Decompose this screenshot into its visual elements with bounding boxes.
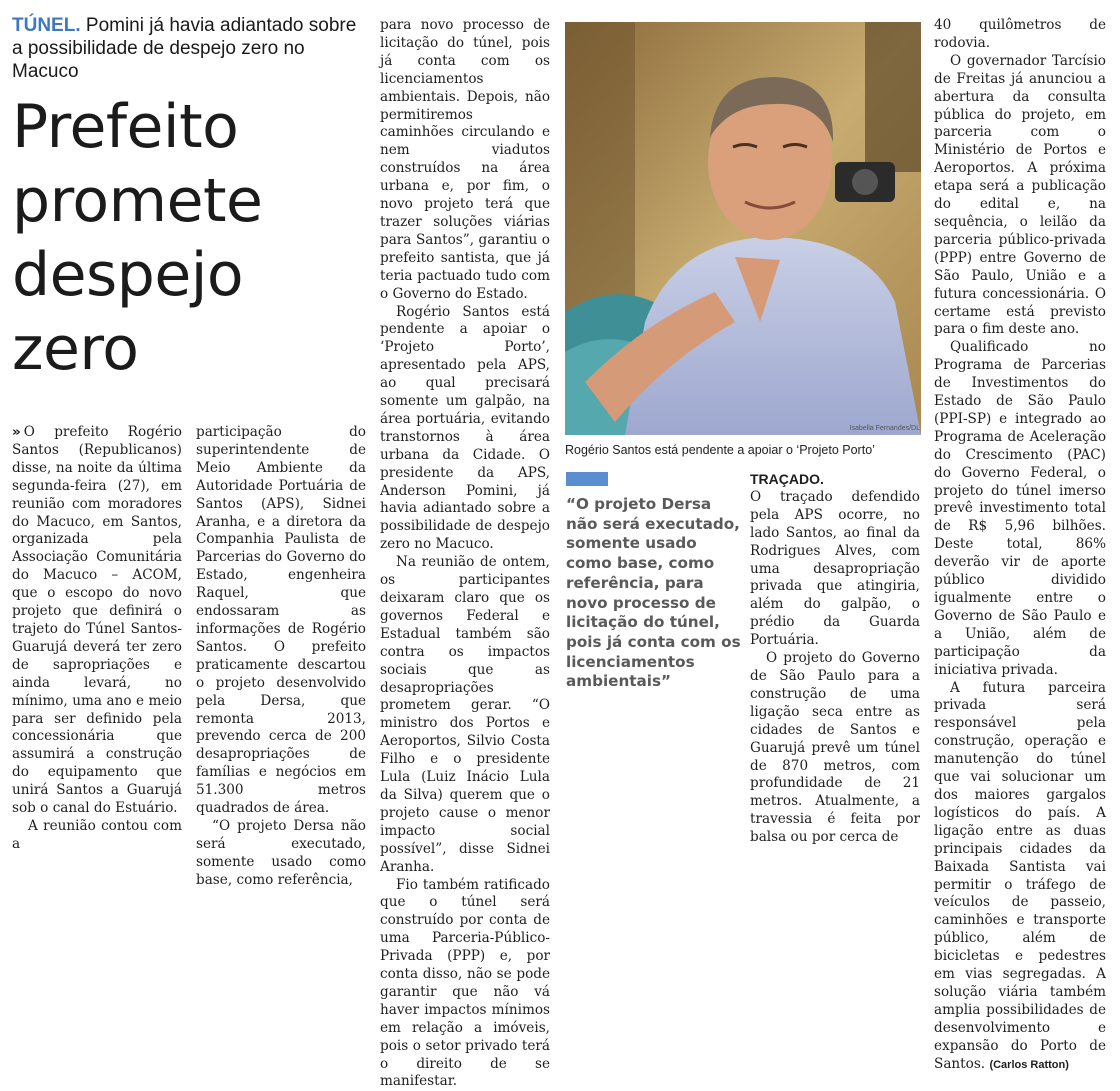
paragraph: Fio também ratificado que o túnel será construído por conta de uma Parceria-Público-Privada (PPP) e, por conta disso, não se pode garantir que não vá haver impactos mínimos em relação a imóveis, pois o setor privado terá o direito de se manifestar. <box>380 877 550 1091</box>
headline-line: Prefeito <box>12 90 362 164</box>
paragraph: “O projeto Dersa não será executado, somente usado como base, como referência, <box>196 818 366 890</box>
paragraph: participação do superintendente de Meio Ambiente da Autoridade Portuária de Santos (APS), Sidnei Aranha, e a diretora da Companhia Paulista de Parcerias do Governo do Estado, engenheira Raquel, que endossaram as informações de Rogério Santos. O prefeito praticamente descartou o projeto desenvolvido pela Dersa, que remonta 2013, prevendo cerca de 200 desapropriações de famílias e negócios em 51.300 metros quadrados de área. <box>196 424 366 818</box>
paragraph: A reunião contou com a <box>12 818 182 854</box>
kicker-text: Pomini já havia adiantado sobre a possibilidade de despejo zero no Macuco <box>12 15 356 82</box>
byline: (Carlos Ratton) <box>989 1059 1068 1071</box>
paragraph: Qualificado no Programa de Parcerias de Investimentos do Estado de São Paulo (PPI-SP) e integrado ao Programa de Aceleração do Crescimento (PAC) do Governo Federal, o projeto do túnel imerso prevê investimento total de R$ 5,96 bilhões. Deste total, 86% deverão vir de aporte público dividido igualmente entre o Governo de São Paulo e a União, além de participação da iniciativa privada. <box>934 339 1106 679</box>
paragraph: 40 quilômetros de rodovia. <box>934 17 1106 53</box>
photo-credit: Isabella Fernandes/DL <box>840 425 920 432</box>
pull-quote: “O projeto Dersa não será executado, somente usado como base, como referência, para novo processo de licitação do túnel, pois já conta com os licenciamentos ambientais” <box>566 495 742 692</box>
paragraph: Rogério Santos está pendente a apoiar o ‘Projeto Porto’, apresentado pela APS, ao qual precisará somente um galpão, na área portuária, evitando transtornos à área urbana da Cidade. O presidente da APS, Anderson Pomini, já havia adiantado sobre a possibilidade de despejo zero no Macuco. <box>380 304 550 555</box>
kicker-tag: TÚNEL. <box>12 15 81 36</box>
paragraph: Na reunião de ontem, os participantes deixaram claro que os governos Federal e Estadual também são contra os impactos sociais que as desapropriações prometem gerar. “O ministro dos Portos e Aeroportos, Silvio Costa Filho e o presidente Lula (Luiz Inácio Lula da Silva) querem que o projeto cause o menor impacto social possível”, disse Sidnei Aranha. <box>380 554 550 876</box>
paragraph: O traçado defendido pela APS ocorre, no lado Santos, ao final da Rodrigues Alves, com uma desapropriação privada que atingiria, além do galpão, o prédio da Guarda Portuária. <box>750 489 920 650</box>
column-1 <box>12 424 182 854</box>
paragraph: A futura parceira privada será responsável pela construção, operação e manutenção do túnel que vai solucionar um dos maiores gargalos logísticos do país. A ligação entre as duas principais cidades da Baixada Santista vai permitir o tráfego de veículos de passeio, caminhões e transporte público, além de bicicletas e pedestres em vias segregadas. A solução viária também amplia possibilidades de desenvolvimento e expansão do Porto de Santos. (Carlos Ratton) <box>934 680 1106 1075</box>
column-5 <box>750 471 920 847</box>
subheading: TRAÇADO. <box>750 471 920 489</box>
headline-line: despejo <box>12 238 362 312</box>
headline <box>12 90 362 386</box>
headline-line: zero <box>12 312 362 386</box>
headline-line: promete <box>12 164 362 238</box>
quote-accent-bar <box>566 472 608 486</box>
portrait-illustration <box>565 22 921 435</box>
column-6 <box>934 17 1106 1074</box>
photo-caption: Rogério Santos está pendente a apoiar o ‘Projeto Porto’ <box>565 443 921 457</box>
kicker <box>12 14 362 83</box>
chevron-icon: » <box>12 424 21 440</box>
paragraph: » O prefeito Rogério Santos (Republicanos) disse, na noite da última segunda-feira (27), em reunião com moradores do Macuco, em Santos, organizada pela Associação Comunitária do Macuco – ACOM, que o escopo do novo projeto que definirá o trajeto do Túnel Santos-Guarujá deverá ter zero de sapropriações e ainda levará, no mínimo, uma ano e meio para ser definido pela concessionária que assumirá a construção do equipamento que unirá Santos a Guarujá sob o canal do Estuário. <box>12 424 182 818</box>
paragraph: O projeto do Governo de São Paulo para a construção de uma ligação seca entre as cidades de Santos e Guarujá prevê um túnel de 870 metros, com profundidade de 21 metros. Atualmente, a travessia é feita por balsa ou por cerca de <box>750 650 920 847</box>
photo <box>565 22 921 435</box>
paragraph: O governador Tarcísio de Freitas já anunciou a abertura da consulta pública do projeto, em parceria com o Ministério de Portos e Aeroportos. A próxima etapa será a publicação do edital e, na sequência, o leilão da parceria público-privada (PPP) entre Governo de São Paulo, União e a futura concessionária. O certame está previsto para o fim deste ano. <box>934 53 1106 340</box>
paragraph: para novo processo de licitação do túnel, pois já conta com os licenciamentos ambientais. Depois, não permitiremos caminhões circulando e nem viadutos construídos na área urbana e, por fim, o novo projeto terá que trazer soluções viárias para Santos”, garantiu o prefeito santista, que já teria pactuado tudo com o Governo do Estado. <box>380 17 550 304</box>
column-2 <box>196 424 366 890</box>
column-3 <box>380 17 550 1091</box>
